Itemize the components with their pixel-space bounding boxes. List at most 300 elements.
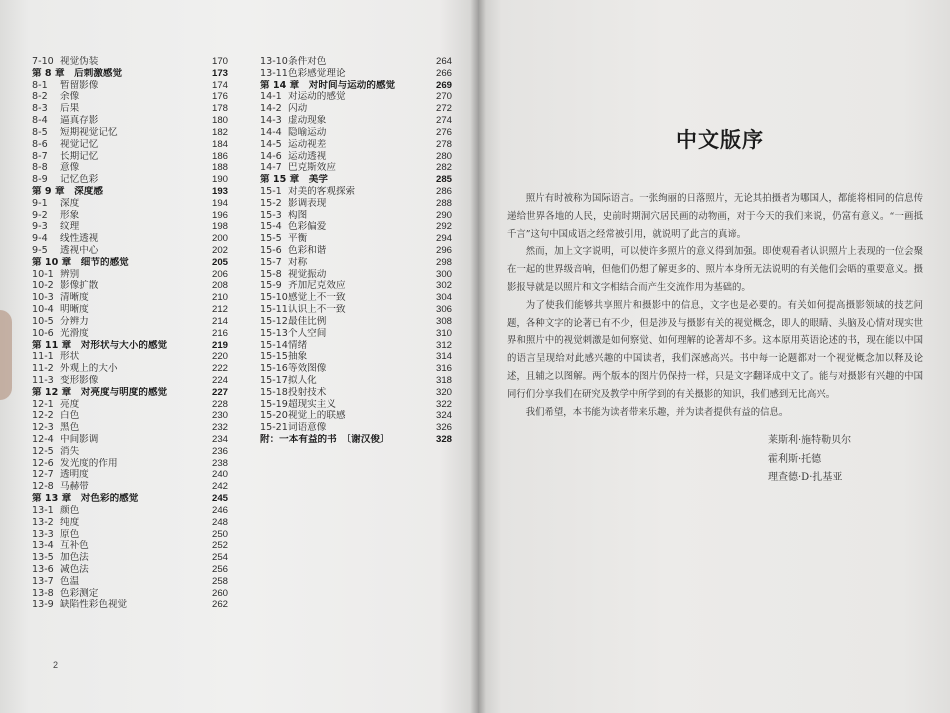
toc-entry-title: 形象	[60, 209, 80, 221]
toc-entry-page: 232	[211, 422, 228, 434]
toc-entry-page: 266	[435, 67, 452, 79]
toc-entry-title: 第 13 章 对色彩的感觉	[32, 493, 139, 505]
toc-entry-number: 12-4	[32, 434, 54, 445]
toc-entry-page: 240	[211, 469, 228, 481]
toc-entry-title: 分辨力	[60, 315, 89, 327]
toc-entry-title: 透视中心	[60, 245, 99, 256]
toc-entry-page: 228	[211, 398, 228, 410]
toc-entry	[32, 91, 228, 103]
toc-entry	[32, 505, 228, 517]
toc-entry-page: 286	[435, 185, 452, 197]
toc-entry-page: 170	[211, 56, 228, 67]
toc-entry-title: 拟人化	[288, 374, 317, 386]
toc-entry-title: 第 9 章 深度感	[32, 185, 103, 197]
toc-entry-page: 250	[211, 528, 228, 540]
page-number: 2	[53, 660, 59, 670]
toc-entry	[32, 316, 228, 328]
toc-entry-title: 视觉振动	[288, 268, 327, 280]
toc-entry-page: 200	[211, 233, 228, 245]
toc-entry-title: 投射技术	[288, 386, 327, 398]
toc-entry-title: 清晰度	[60, 292, 89, 304]
toc-entry-number: 12-7	[32, 469, 54, 481]
toc-entry-number: 11-3	[32, 374, 54, 386]
toc-entry-title: 形状	[60, 351, 80, 363]
toc-entry-title: 亮度	[60, 398, 80, 410]
toc-entry-page: 285	[435, 174, 452, 186]
toc-entry-page: 220	[211, 351, 228, 363]
toc-entry	[32, 351, 228, 363]
toc-entry	[260, 292, 452, 304]
toc-entry-page: 312	[435, 339, 452, 351]
toc-entry-number: 15-2	[260, 197, 282, 209]
toc-entry-page: 280	[435, 150, 452, 162]
toc-entry-title: 巴克斯效应	[288, 162, 336, 174]
toc-entry	[260, 316, 452, 328]
toc-entry-title: 减色法	[60, 563, 89, 575]
toc-entry-number: 15-19	[260, 398, 288, 410]
toc-entry-page: 248	[211, 516, 228, 528]
toc-column-1	[32, 56, 228, 611]
preface-paragraph: 我们希望，本书能为读者带来乐趣，并为读者提供有益的信息。	[525, 406, 789, 418]
toc-column-2	[260, 56, 452, 446]
toc-entry-title: 第 14 章 对时间与运动的感觉	[260, 79, 396, 91]
toc-entry-number: 13-1	[32, 504, 54, 516]
toc-entry-number: 15-17	[260, 374, 288, 386]
toc-entry	[32, 410, 228, 422]
toc-entry-page: 254	[211, 552, 228, 564]
toc-entry-number: 14-1	[260, 91, 282, 103]
toc-entry-page: 246	[211, 504, 228, 516]
toc-entry	[260, 410, 452, 422]
toc-entry-title: 加色法	[60, 552, 89, 564]
toc-entry	[32, 446, 228, 458]
toc-entry-number: 14-5	[260, 138, 282, 150]
toc-entry-number: 10-4	[32, 304, 54, 316]
toc-entry-title: 对称	[288, 256, 308, 268]
toc-entry-title: 视觉上的联感	[288, 410, 346, 422]
toc-entry-title: 隐喻运动	[288, 126, 327, 138]
toc-entry-title: 色彩感觉理论	[288, 67, 346, 79]
toc-entry-page: 188	[211, 162, 228, 174]
preface-title: 中文版序	[676, 128, 764, 152]
toc-entry-page: 298	[435, 256, 452, 268]
toc-entry-page: 282	[435, 162, 452, 174]
toc-entry	[32, 269, 228, 281]
toc-entry-page: 222	[211, 363, 228, 375]
toc-entry-number: 13-10	[260, 56, 288, 67]
toc-entry-number: 8-9	[32, 174, 48, 186]
toc-entry-page: 184	[211, 138, 228, 150]
toc-entry-page: 290	[435, 209, 452, 221]
toc-entry	[32, 304, 228, 316]
toc-entry-number: 8-7	[32, 150, 48, 162]
toc-entry	[32, 221, 228, 233]
toc-entry-title: 超现实主义	[288, 398, 336, 410]
toc-entry-number: 15-12	[260, 315, 288, 327]
toc-entry	[260, 351, 452, 363]
toc-entry-number: 8-8	[32, 162, 48, 174]
toc-entry	[32, 375, 228, 387]
toc-entry-title: 缺陷性彩色视觉	[60, 599, 128, 611]
toc-entry-page: 262	[211, 599, 228, 611]
toc-entry-title: 情绪	[288, 339, 308, 351]
toc-entry	[32, 540, 228, 552]
toc-entry	[32, 280, 228, 292]
toc-entry	[32, 174, 228, 186]
toc-entry-page: 180	[211, 115, 228, 127]
toc-entry-number: 12-3	[32, 422, 54, 434]
preface-authors	[768, 432, 851, 488]
toc-entry-page: 296	[435, 245, 452, 256]
toc-entry	[32, 80, 228, 92]
toc-entry-page: 196	[211, 209, 228, 221]
preface-body	[507, 190, 923, 421]
toc-entry-page: 245	[211, 493, 228, 505]
toc-entry-number: 15-21	[260, 422, 288, 434]
toc-entry-number: 15-10	[260, 292, 288, 304]
toc-entry	[260, 103, 452, 115]
toc-entry-page: 208	[211, 280, 228, 292]
toc-entry	[32, 399, 228, 411]
toc-entry-page: 236	[211, 445, 228, 457]
toc-entry-number: 12-5	[32, 445, 54, 457]
toc-entry	[32, 434, 228, 446]
toc-entry-title: 对美的客观探索	[288, 185, 356, 197]
toc-entry-number: 15-13	[260, 327, 288, 339]
toc-entry	[32, 363, 228, 375]
author-name: 莱斯利·施特勒贝尔	[768, 435, 852, 446]
toc-entry	[32, 198, 228, 210]
toc-chapter-heading	[32, 68, 228, 80]
toc-entry-number: 14-7	[260, 162, 282, 174]
toc-entry-number: 15-15	[260, 351, 288, 363]
toc-entry	[32, 529, 228, 541]
toc-entry	[260, 304, 452, 316]
toc-entry-title: 逼真存影	[60, 115, 99, 127]
toc-entry-title: 虚动现象	[288, 115, 327, 127]
toc-entry	[32, 469, 228, 481]
toc-entry	[260, 210, 452, 222]
toc-entry-title: 第 15 章 美学	[260, 174, 328, 186]
toc-entry-page: 186	[211, 150, 228, 162]
toc-entry	[32, 564, 228, 576]
toc-entry	[260, 91, 452, 103]
toc-entry-number: 14-4	[260, 126, 282, 138]
toc-entry-page: 234	[211, 434, 228, 445]
toc-entry	[32, 481, 228, 493]
toc-entry-title: 齐加尼克效应	[288, 280, 346, 292]
toc-chapter-heading	[32, 387, 228, 399]
toc-entry-title: 马赫带	[60, 481, 89, 493]
toc-entry	[32, 328, 228, 340]
toc-entry	[32, 292, 228, 304]
toc-entry-title: 色彩测定	[60, 587, 99, 599]
toc-entry-title: 色温	[60, 575, 80, 587]
toc-entry-number: 13-8	[32, 587, 54, 599]
toc-entry-number: 15-16	[260, 363, 288, 375]
toc-entry-number: 8-4	[32, 115, 48, 127]
toc-entry-page: 230	[211, 410, 228, 422]
toc-entry-title: 短期视觉记忆	[60, 126, 118, 138]
toc-entry-title: 色彩和谐	[288, 245, 327, 256]
toc-entry-page: 276	[435, 126, 452, 138]
toc-entry	[260, 162, 452, 174]
toc-entry	[260, 186, 452, 198]
toc-chapter-heading	[260, 434, 452, 446]
toc-entry	[260, 56, 452, 68]
toc-entry	[32, 588, 228, 600]
preface-paragraph: 为了使我们能够共享照片和摄影中的信息，文字也是必要的。有关如何提高摄影领域的技艺问题，各种文字的论著已有不少，但是涉及与摄影有关的视觉概念，即人的眼睛、头脑及心情对现实世界和照片中的视觉刺激是如何察觉、如何理解的论著却不多。这本原用英语论述的书，现在能以中国的语言呈现给对此感兴趣的中国读者，我们深感高兴。书中每一论题都对一个视觉概念加以释及论述，且辅之以图解。两个版本的图片仍保持一样，只是文字翻译成中文了。能与对摄影有兴趣的中国同行们分享我们在研究及教学中所学到的有关摄影的知识，我们感到无比高兴。	[507, 299, 923, 400]
toc-entry-number: 13-9	[32, 599, 54, 611]
toc-entry-title: 平衡	[288, 233, 308, 245]
toc-entry-number: 10-3	[32, 292, 54, 304]
toc-entry-title: 条件对色	[288, 56, 327, 67]
toc-entry-number: 14-2	[260, 103, 282, 115]
toc-entry-number: 15-9	[260, 280, 282, 292]
toc-entry-title: 外观上的大小	[60, 363, 118, 375]
toc-entry-number: 8-2	[32, 91, 48, 103]
toc-entry-title: 第 11 章 对形状与大小的感觉	[32, 339, 168, 351]
toc-entry-page: 318	[435, 374, 452, 386]
toc-entry-page: 252	[211, 540, 228, 552]
toc-entry-page: 206	[211, 268, 228, 280]
toc-entry-number: 15-14	[260, 339, 288, 351]
toc-entry-number: 11-2	[32, 363, 54, 375]
toc-entry	[32, 422, 228, 434]
toc-entry-number: 15-4	[260, 221, 282, 233]
toc-entry-title: 构图	[288, 209, 308, 221]
toc-entry-page: 193	[211, 185, 228, 197]
toc-entry-title: 最佳比例	[288, 315, 327, 327]
toc-entry-number: 15-6	[260, 245, 282, 256]
toc-entry-title: 第 12 章 对亮度与明度的感觉	[32, 386, 168, 398]
toc-entry-page: 264	[435, 56, 452, 67]
toc-chapter-heading	[260, 80, 452, 92]
toc-entry-number: 10-6	[32, 327, 54, 339]
toc-chapter-heading	[32, 493, 228, 505]
toc-entry	[260, 387, 452, 399]
toc-entry-number: 13-7	[32, 575, 54, 587]
toc-entry-title: 颜色	[60, 504, 80, 516]
toc-entry-number: 9-2	[32, 209, 48, 221]
toc-entry-page: 294	[435, 233, 452, 245]
thumb	[0, 310, 12, 400]
toc-entry-number: 15-11	[260, 304, 288, 316]
toc-entry-number: 15-1	[260, 185, 282, 197]
toc-entry-number: 10-1	[32, 268, 54, 280]
toc-entry-title: 等效图像	[288, 363, 327, 375]
toc-entry-page: 174	[211, 79, 228, 91]
toc-entry-title: 运动透视	[288, 150, 327, 162]
toc-entry-page: 194	[211, 197, 228, 209]
toc-entry-page: 224	[211, 374, 228, 386]
toc-entry-title: 变形影像	[60, 374, 99, 386]
toc-entry-title: 透明度	[60, 469, 89, 481]
toc-entry-title: 记忆色彩	[60, 174, 99, 186]
toc-entry-title: 黑色	[60, 422, 80, 434]
toc-entry-page: 256	[211, 563, 228, 575]
toc-entry-number: 13-4	[32, 540, 54, 552]
toc-entry-title: 深度	[60, 197, 80, 209]
toc-entry-title: 影调表现	[288, 197, 327, 209]
toc-entry	[260, 198, 452, 210]
toc-entry-title: 长期记忆	[60, 150, 99, 162]
toc-entry-page: 190	[211, 174, 228, 186]
toc-entry-page: 178	[211, 103, 228, 115]
toc-entry-page: 274	[435, 115, 452, 127]
toc-entry	[32, 245, 228, 257]
toc-entry-number: 9-1	[32, 197, 48, 209]
toc-entry-page: 269	[435, 79, 452, 91]
toc-entry	[260, 127, 452, 139]
toc-entry	[32, 517, 228, 529]
toc-entry-page: 176	[211, 91, 228, 103]
toc-entry	[32, 139, 228, 151]
toc-entry-title: 消失	[60, 445, 80, 457]
preface-paragraph: 照片有时被称为国际语言。一张绚丽的日落照片，无论其拍摄者为哪国人，都能将相同的信息传递给世界各地的人民，史前时期洞穴居民画的动物画，对于今天的我们来说，仍富有意义。“一画抵千言”这句中国成语之经常被引用，就说明了此言的真谛。	[507, 193, 923, 240]
toc-entry-number: 13-2	[32, 516, 54, 528]
toc-entry-page: 324	[435, 410, 452, 422]
preface-paragraph: 然而，加上文字说明，可以使许多照片的意义得到加强。即使观看者认识照片上表现的一位会聚在一起的世界级音响，但他们仍想了解更多的、照片本身所无法说明的有关他们会晤的重要意义。摄影报导就是以照片和文字相结合而产生交流作用为基础的。	[507, 246, 923, 293]
toc-entry-number: 8-3	[32, 103, 48, 115]
toc-entry-page: 320	[435, 386, 452, 398]
toc-entry-page: 328	[435, 434, 452, 445]
toc-entry-title: 对运动的感觉	[288, 91, 346, 103]
author-name: 理查德·D·扎基亚	[768, 472, 843, 483]
toc-entry-page: 322	[435, 398, 452, 410]
toc-entry-title: 中间影调	[60, 434, 99, 445]
toc-entry-page: 202	[211, 245, 228, 256]
toc-entry-page: 306	[435, 304, 452, 316]
toc-entry-title: 附：一本有益的书 〔谢汉俊〕	[260, 434, 390, 445]
toc-entry-page: 272	[435, 103, 452, 115]
toc-entry-page: 314	[435, 351, 452, 363]
toc-entry-number: 9-5	[32, 245, 48, 256]
toc-entry-number: 15-7	[260, 256, 282, 268]
toc-entry	[260, 328, 452, 340]
toc-entry-page: 302	[435, 280, 452, 292]
toc-entry	[32, 233, 228, 245]
toc-entry	[32, 210, 228, 222]
toc-entry-title: 发光度的作用	[60, 457, 118, 469]
toc-entry-number: 10-5	[32, 315, 54, 327]
toc-entry-page: 182	[211, 126, 228, 138]
author-name: 霍利斯·托德	[768, 453, 822, 465]
toc-entry-number: 11-1	[32, 351, 54, 363]
toc-entry-number: 13-3	[32, 528, 54, 540]
toc-entry-page: 227	[211, 386, 228, 398]
toc-entry-page: 292	[435, 221, 452, 233]
toc-entry-page: 258	[211, 575, 228, 587]
toc-entry-page: 173	[211, 67, 228, 79]
toc-entry-number: 15-5	[260, 233, 282, 245]
toc-entry-page: 242	[211, 481, 228, 493]
toc-entry-number: 13-5	[32, 552, 54, 564]
toc-entry-title: 视觉记忆	[60, 138, 99, 150]
toc-entry	[260, 422, 452, 434]
toc-entry	[260, 221, 452, 233]
toc-entry-number: 14-3	[260, 115, 282, 127]
toc-entry-page: 304	[435, 292, 452, 304]
toc-entry	[260, 139, 452, 151]
toc-entry-page: 288	[435, 197, 452, 209]
toc-entry-title: 词语意像	[288, 422, 327, 434]
toc-entry	[260, 340, 452, 352]
toc-entry	[32, 599, 228, 611]
toc-chapter-heading	[260, 174, 452, 186]
toc-entry-page: 260	[211, 587, 228, 599]
toc-entry	[32, 103, 228, 115]
toc-entry-title: 意像	[60, 162, 80, 174]
toc-entry	[260, 257, 452, 269]
toc-entry	[260, 399, 452, 411]
toc-entry-page: 278	[435, 138, 452, 150]
toc-entry-page: 270	[435, 91, 452, 103]
toc-entry-title: 认识上不一致	[288, 304, 346, 316]
toc-entry-title: 明晰度	[60, 304, 89, 316]
toc-entry	[32, 151, 228, 163]
toc-entry-title: 第 10 章 细节的感觉	[32, 256, 129, 268]
toc-entry-title: 暂留影像	[60, 79, 99, 91]
toc-entry-title: 影像扩散	[60, 280, 99, 292]
toc-entry-number: 9-3	[32, 221, 48, 233]
toc-entry	[260, 269, 452, 281]
toc-entry-page: 210	[211, 292, 228, 304]
toc-entry-title: 闪动	[288, 103, 308, 115]
toc-entry-number: 12-6	[32, 457, 54, 469]
toc-entry	[32, 115, 228, 127]
toc-entry	[32, 576, 228, 588]
toc-entry-title: 抽象	[288, 351, 308, 363]
toc-entry-title: 线性透视	[60, 233, 99, 245]
toc-entry-page: 216	[211, 327, 228, 339]
book-spine	[470, 0, 486, 713]
toc-entry-number: 15-8	[260, 268, 282, 280]
toc-entry	[32, 127, 228, 139]
toc-chapter-heading	[32, 186, 228, 198]
toc-entry	[260, 115, 452, 127]
toc-entry-page: 316	[435, 363, 452, 375]
toc-entry-number: 9-4	[32, 233, 48, 245]
toc-entry	[260, 151, 452, 163]
toc-entry	[32, 458, 228, 470]
toc-entry-title: 感觉上不一致	[288, 292, 346, 304]
toc-entry-title: 纹理	[60, 221, 80, 233]
toc-entry-number: 8-6	[32, 138, 48, 150]
toc-entry	[32, 552, 228, 564]
toc-entry-title: 视觉伪装	[60, 56, 99, 67]
toc-entry	[260, 68, 452, 80]
toc-entry-page: 238	[211, 457, 228, 469]
toc-entry-number: 12-2	[32, 410, 54, 422]
toc-entry-number: 15-18	[260, 386, 288, 398]
toc-entry-title: 原色	[60, 528, 80, 540]
toc-entry	[260, 375, 452, 387]
toc-entry	[32, 56, 228, 68]
toc-entry-number: 10-2	[32, 280, 54, 292]
toc-entry-number: 13-11	[260, 67, 288, 79]
toc-entry-number: 8-1	[32, 79, 48, 91]
toc-entry-title: 色彩偏爱	[288, 221, 327, 233]
toc-entry-page: 198	[211, 221, 228, 233]
toc-entry-number: 12-8	[32, 481, 54, 493]
toc-entry	[260, 233, 452, 245]
toc-entry-number: 13-6	[32, 563, 54, 575]
toc-chapter-heading	[32, 340, 228, 352]
toc-entry-number: 7-10	[32, 56, 54, 67]
toc-entry	[260, 245, 452, 257]
toc-entry-page: 326	[435, 422, 452, 434]
